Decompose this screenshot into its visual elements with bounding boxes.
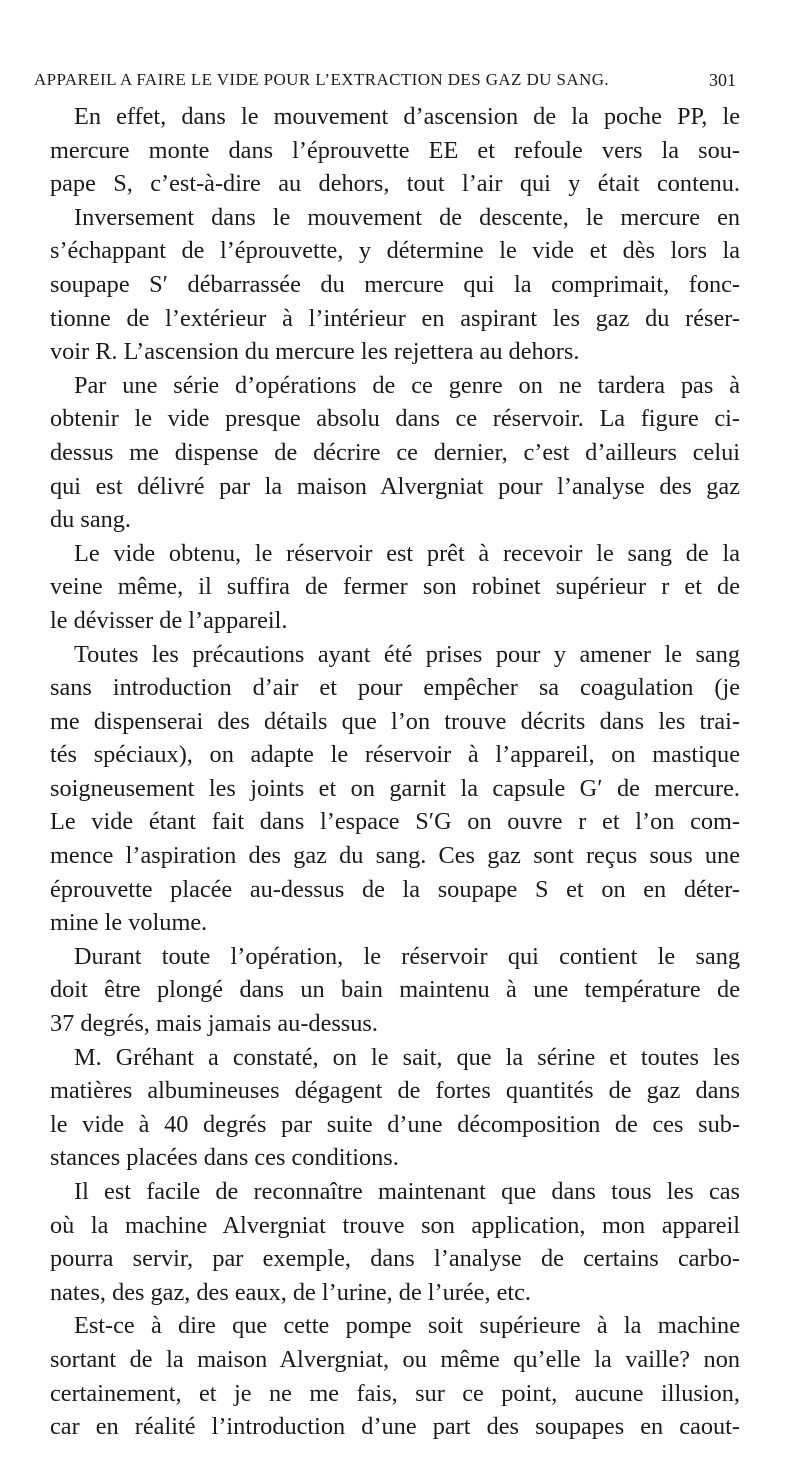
text-line: En effet, dans le mouvement d’ascension de la poche PP, le [74,103,740,130]
text-line: tionne de l’extérieur à l’intérieur en aspirant les gaz du réser- [50,304,740,332]
text-line: du sang. [50,506,131,534]
text-line: pourra servir, par exemple, dans l’analyse de certains carbo- [50,1245,740,1273]
text-line: soigneusement les joints et on garnit la capsule G′ de mercure. [50,774,740,802]
text-line: doit être plongé dans un bain maintenu à une température de [50,976,740,1004]
text-line: nates, des gaz, des eaux, de l’urine, de l’urée, etc. [50,1278,531,1306]
text-line: s’échappant de l’éprouvette, y détermine le vide et dès lors la [50,237,740,265]
text-line: Le vide étant fait dans l’espace S′G on ouvre r et l’on com- [50,808,740,836]
text-line: car en réalité l’introduction d’une part des soupapes en caout- [50,1413,740,1441]
text-line: Par une série d’opérations de ce genre on ne tardera pas à [74,371,740,399]
text-line: dessus me dispense de décrire ce dernier, c’est d’ailleurs celui [50,438,740,466]
text-line: qui est délivré par la maison Alvergniat pour l’analyse des gaz [50,472,740,500]
page-number: 301 [709,70,736,90]
text-line: Inversement dans le mouvement de descente, le mercure en [74,203,740,231]
text-line: Toutes les précautions ayant été prises pour y amener le sang [74,640,740,668]
text-line: sortant de la maison Alvergniat, ou même qu’elle la vaille? non [50,1345,740,1373]
text-line: mence l’aspiration des gaz du sang. Ces gaz sont reçus sous une [50,842,740,870]
text-line: sans introduction d’air et pour empêcher sa coagulation (je [50,674,740,702]
text-line: soupape S′ débarrassée du mercure qui la comprimait, fonc- [50,270,740,298]
text-line: éprouvette placée au-dessus de la soupape S et on en déter- [50,875,740,903]
text-line: mine le volume. [50,909,208,937]
text-line: mercure monte dans l’éprouvette EE et refoule vers la sou- [50,136,740,164]
text-line: certainement, et je ne me fais, sur ce point, aucune illusion, [50,1379,740,1407]
running-header [34,70,736,94]
text-line: le dévisser de l’appareil. [50,606,288,634]
text-line: 37 degrés, mais jamais au-dessus. [50,1010,378,1038]
text-line: Il est facile de reconnaître maintenant que dans tous les cas [74,1178,740,1205]
text-line: matières albumineuses dégagent de fortes quantités de gaz dans [50,1077,740,1105]
text-line: pape S, c’est-à-dire au dehors, tout l’air qui y était contenu. [50,170,740,198]
body-text [50,100,740,1444]
text-line: me dispenserai des détails que l’on trouve décrits dans les trai- [50,707,740,735]
text-line: le vide à 40 degrés par suite d’une décomposition de ces sub- [50,1110,740,1138]
text-line: veine même, il suffira de fermer son robinet supérieur r et de [50,573,740,601]
running-title: APPAREIL A FAIRE LE VIDE POUR L’EXTRACTION DES GAZ DU SANG. [34,70,610,89]
text-line: Est-ce à dire que cette pompe soit supérieure à la machine [74,1312,740,1340]
text-line: stances placées dans ces conditions. [50,1144,399,1172]
text-line: où la machine Alvergniat trouve son application, mon appareil [50,1211,740,1239]
text-line: obtenir le vide presque absolu dans ce réservoir. La figure ci- [50,405,740,433]
text-line: tés spéciaux), on adapte le réservoir à l’appareil, on mastique [50,741,740,769]
text-line: Durant toute l’opération, le réservoir qui contient le sang [74,942,740,970]
text-line: Le vide obtenu, le réservoir est prêt à recevoir le sang de la [74,539,740,567]
text-line: voir R. L’ascension du mercure les rejettera au dehors. [50,338,580,366]
text-line: M. Gréhant a constaté, on le sait, que la sérine et toutes les [74,1043,740,1071]
